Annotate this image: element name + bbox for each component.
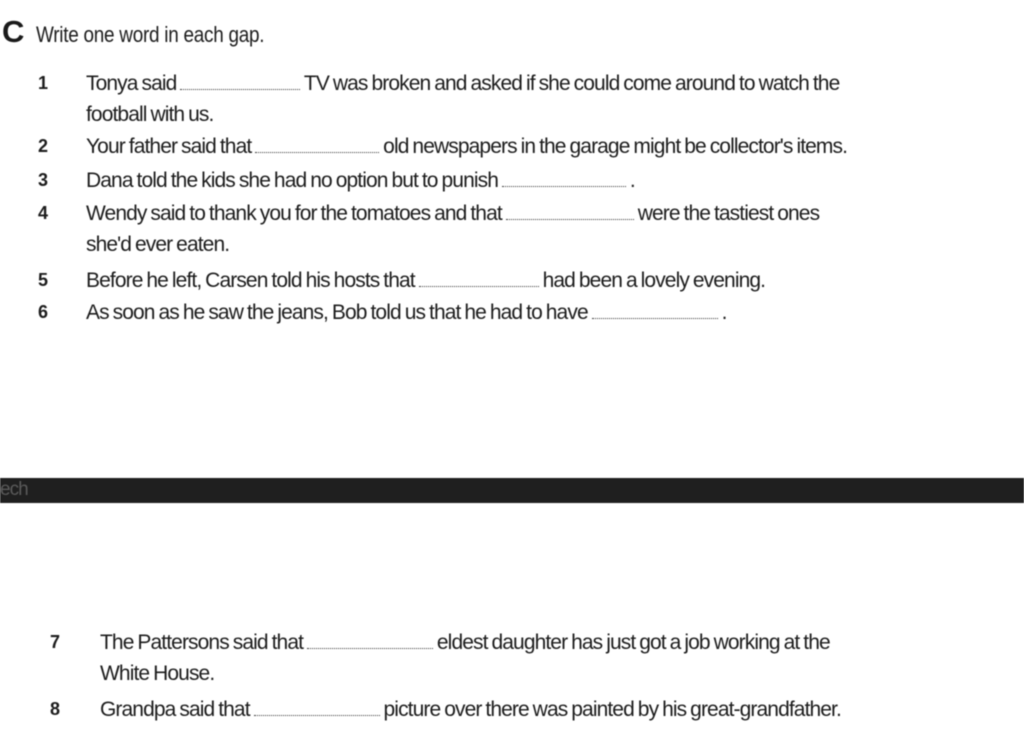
- item-number: 4: [38, 203, 48, 223]
- item-text-before: The Pattersons said that: [100, 631, 304, 654]
- answer-gap[interactable]: [180, 75, 300, 90]
- item-text-before: As soon as he saw the jeans, Bob told us that he had to have: [86, 301, 588, 324]
- answer-gap[interactable]: [307, 634, 433, 649]
- exercise-header: [2, 14, 301, 50]
- item-text-before: Before he left, Carsen told his hosts that: [86, 269, 415, 292]
- exercise-item-2: [38, 131, 847, 162]
- answer-gap[interactable]: [502, 172, 626, 187]
- item-text-after: eldest daughter has just got a job working at the: [436, 631, 830, 654]
- item-text-before: Tonya said: [86, 72, 177, 95]
- item-text-before: Grandpa said that: [100, 698, 250, 721]
- item-text-after: had been a lovely evening.: [542, 269, 766, 292]
- item-text-continuation: football with us.: [86, 103, 214, 126]
- item-text-after: TV was broken and asked if she could come around to watch the: [303, 72, 840, 95]
- band-text: ech: [0, 479, 28, 500]
- answer-gap[interactable]: [592, 304, 718, 319]
- item-number: 7: [50, 632, 60, 652]
- item-text-before: Your father said that: [86, 135, 252, 158]
- item-text-after: .: [629, 169, 635, 192]
- item-text-continuation: she'd ever eaten.: [86, 233, 230, 256]
- instruction-text: Write one word in each gap.: [36, 22, 265, 47]
- answer-gap[interactable]: [255, 138, 379, 153]
- item-text-after: were the tastiest ones: [637, 202, 820, 225]
- item-text-after: picture over there was painted by his great-grandfather.: [383, 698, 841, 721]
- page-divider-band: [0, 478, 1024, 503]
- item-number: 8: [50, 699, 60, 719]
- exercise-item-4: [38, 198, 819, 260]
- item-number: 6: [38, 302, 48, 322]
- item-text-after: .: [721, 301, 727, 324]
- item-text-continuation: White House.: [100, 662, 215, 685]
- section-letter: C: [2, 14, 25, 49]
- item-text-before: Wendy said to thank you for the tomatoes and that: [86, 202, 502, 225]
- exercise-item-3: [38, 165, 635, 196]
- exercise-item-5: [38, 265, 765, 296]
- item-number: 3: [38, 170, 48, 190]
- item-number: 2: [38, 136, 48, 156]
- exercise-item-8: [50, 694, 841, 725]
- item-number: 1: [38, 73, 48, 93]
- item-number: 5: [38, 270, 48, 290]
- answer-gap[interactable]: [419, 272, 539, 287]
- exercise-item-7: [50, 627, 830, 689]
- exercise-item-1: [38, 68, 839, 130]
- item-text-before: Dana told the kids she had no option but to punish: [86, 169, 499, 192]
- answer-gap[interactable]: [254, 701, 380, 716]
- answer-gap[interactable]: [506, 205, 634, 220]
- item-text-after: old newspapers in the garage might be collector's items.: [383, 135, 848, 158]
- exercise-item-6: [38, 297, 727, 328]
